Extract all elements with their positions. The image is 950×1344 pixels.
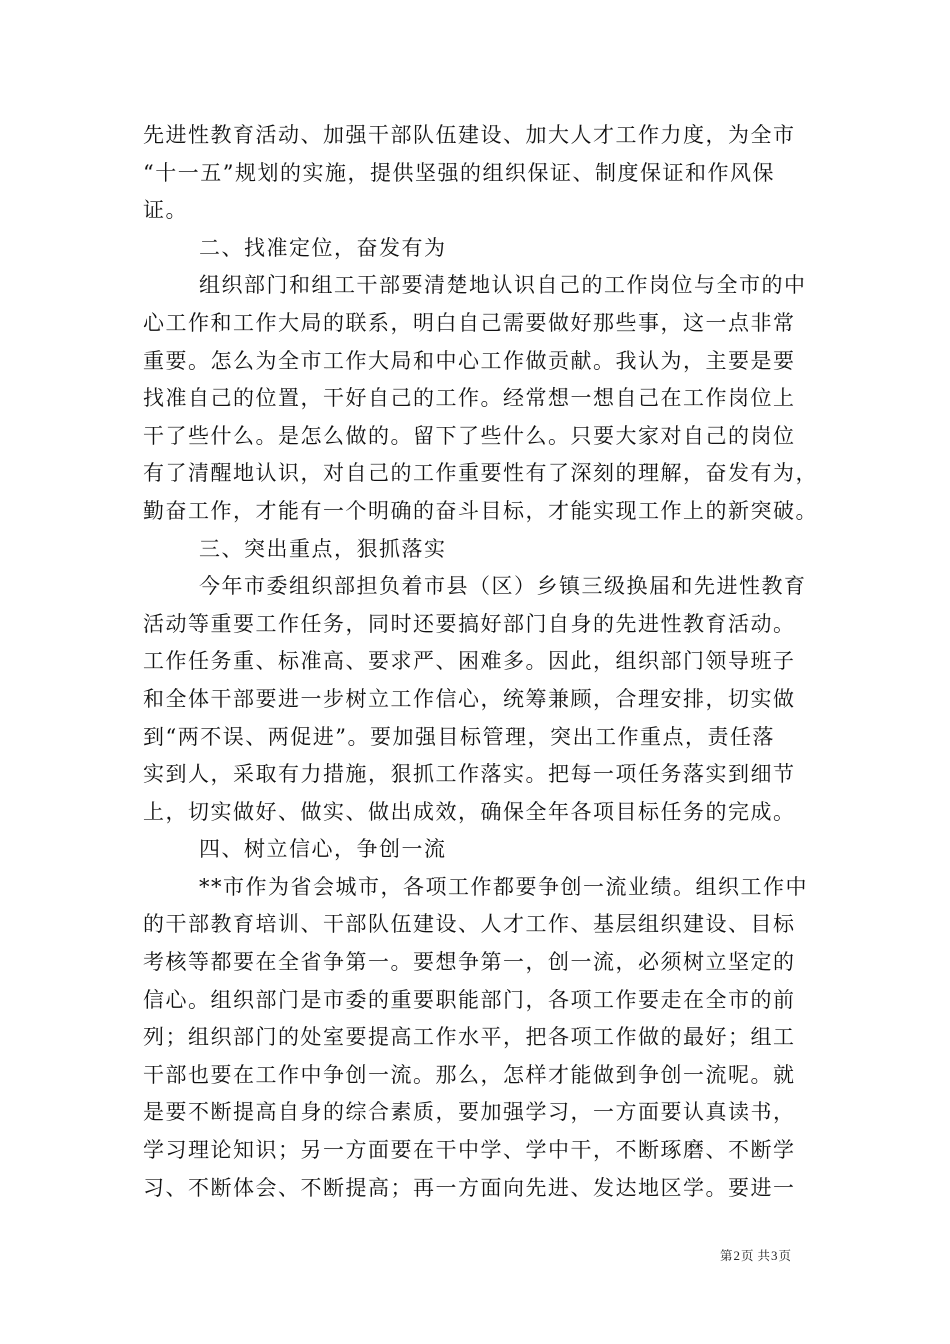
text-line: 干了些什么。是怎么做的。留下了些什么。只要大家对自己的岗位 [143,423,796,448]
total-page-number: 3 [771,1248,778,1263]
section-heading: 四、树立信心，争创一流 [199,837,447,862]
text-line: 活动等重要工作任务，同时还要搞好部门自身的先进性教育活动。 [143,611,796,636]
text-line: 有了清醒地认识，对自己的工作重要性有了深刻的理解，奋发有为， [143,461,818,486]
text-line: 工作任务重、标准高、要求严、困难多。因此，组织部门领导班子 [143,649,796,674]
current-page-number: 2 [733,1248,741,1263]
document-body [143,117,818,1207]
text-line: 信心。组织部门是市委的重要职能部门，各项工作要走在全市的前 [143,987,796,1012]
text-line: 考核等都要在全省争第一。要想争第一，创一流，必须树立坚定的 [143,950,796,975]
page-footer [720,1246,791,1264]
text-line: 组织部门和组工干部要清楚地认识自己的工作岗位与全市的中 [199,273,807,298]
text-line: 实到人，采取有力措施，狠抓工作落实。把每一项任务落实到细节 [143,762,796,787]
text-line: 重要。怎么为全市工作大局和中心工作做贡献。我认为，主要是要 [143,348,796,373]
text-line: **市作为省会城市，各项工作都要争创一流业绩。组织工作中 [199,874,808,899]
text-line: “十一五”规划的实施，提供坚强的组织保证、制度保证和作风保 [143,160,775,185]
text-line: 列；组织部门的处室要提高工作水平，把各项工作做的最好；组工 [143,1025,796,1050]
text-line: 心工作和工作大局的联系，明白自己需要做好那些事，这一点非常 [143,310,796,335]
text-line: 找准自己的位置，干好自己的工作。经常想一想自己在工作岗位上 [143,386,796,411]
footer-middle: 页 共 [741,1248,770,1263]
footer-suffix: 页 [778,1248,792,1263]
text-line: 今年市委组织部担负着市县（区）乡镇三级换届和先进性教育 [199,574,807,599]
text-line: 到“两不误、两促进”。要加强目标管理，突出工作重点，责任落 [143,724,775,749]
text-line: 是要不断提高自身的综合素质，要加强学习，一方面要认真读书， [143,1100,796,1125]
section-heading: 三、突出重点，狠抓落实 [199,536,447,561]
text-line: 学习理论知识；另一方面要在干中学、学中干，不断琢磨、不断学 [143,1138,796,1163]
text-line: 干部也要在工作中争创一流。那么，怎样才能做到争创一流呢。就 [143,1062,796,1087]
text-line: 勤奋工作，才能有一个明确的奋斗目标，才能实现工作上的新突破。 [143,498,818,523]
text-line: 先进性教育活动、加强干部队伍建设、加大人才工作力度，为全市 [143,123,796,147]
text-line: 的干部教育培训、干部队伍建设、人才工作、基层组织建设、目标 [143,912,796,937]
text-line: 上，切实做好、做实、做出成效，确保全年各项目标任务的完成。 [143,799,796,824]
text-line: 习、不断体会、不断提高；再一方面向先进、发达地区学。要进一 [143,1175,796,1200]
section-heading: 二、找准定位，奋发有为 [199,235,447,260]
text-line: 和全体干部要进一步树立工作信心，统筹兼顾，合理安排，切实做 [143,686,796,711]
text-line: 证。 [143,198,188,223]
footer-prefix: 第 [720,1248,733,1263]
